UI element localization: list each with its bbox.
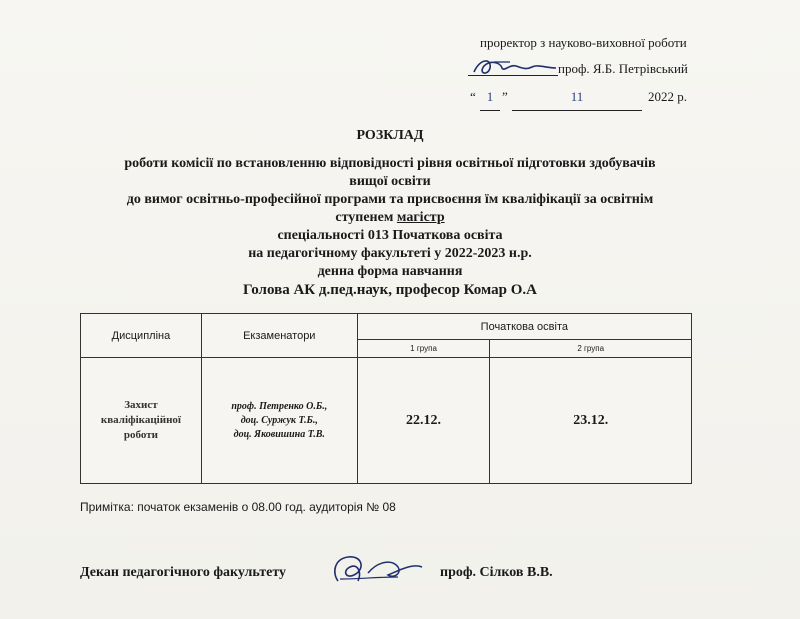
discipline-line: Захист [124,399,158,411]
degree-value: магістр [396,210,445,225]
heading-faculty: на педагогічному факультеті у 2022-2023 н.р. [248,246,532,261]
table-row [81,358,692,484]
dean-signature [328,553,448,587]
heading-line-2: вищої освіти [349,174,431,189]
approval-name: проф. Я.Б. Петрівський [558,56,688,82]
heading-line-4 [60,209,720,227]
date-group-2: 23.12. [490,358,692,484]
heading-commission-head: Голова АК д.пед.наук, професор Комар О.А [243,282,537,298]
examiner-name: доц. Яковишина Т.В. [233,428,325,440]
degree-prefix: ступенем [335,210,394,225]
schedule-title: РОЗКЛАД [356,128,424,143]
approval-position: проректор з науково-виховної роботи [480,35,687,50]
discipline-line: роботи [123,429,158,441]
col-header-group-2: 2 група [490,340,692,358]
dean-name: проф. Сілков В.В. [440,565,553,580]
discipline-line: кваліфікаційної [100,414,181,426]
vice-rector-signature [470,54,560,80]
examiners-cell [201,358,357,484]
examiner-name: доц. Суржук Т.Б., [240,414,318,426]
examiner-name: проф. Петренко О.Б., [231,400,328,412]
dean-signature-block [80,553,680,593]
heading-line-3: до вимог освітньо-професійної програми та присвоєння їм кваліфікації за освітнім [126,192,654,207]
schedule-table [80,313,692,484]
col-header-examiners: Екзаменатори [201,314,357,358]
heading-study-form: денна форма навчання [317,264,463,279]
dean-label: Декан педагогічного факультету [80,565,287,580]
col-header-program: Початкова освіта [357,314,691,340]
col-header-group-1: 1 група [357,340,490,358]
date-day: 1 [480,84,500,111]
exam-note: Примітка: початок екзаменів о 08.00 год. аудиторія № 08 [80,500,396,514]
date-year: 2022 р. [648,89,687,104]
heading-specialty: спеціальності 013 Початкова освіта [277,228,503,243]
heading-line-1: роботи комісії по встановленню відповідності рівня освітньої підготовки здобувачів [124,156,656,171]
date-group-1: 22.12. [357,358,490,484]
discipline-cell [81,358,202,484]
date-month: 11 [512,84,642,111]
col-header-discipline: Дисципліна [81,314,202,358]
date-open-quote: “ [470,89,476,104]
schedule-heading [60,127,720,299]
date-close-quote: ” [502,89,508,104]
